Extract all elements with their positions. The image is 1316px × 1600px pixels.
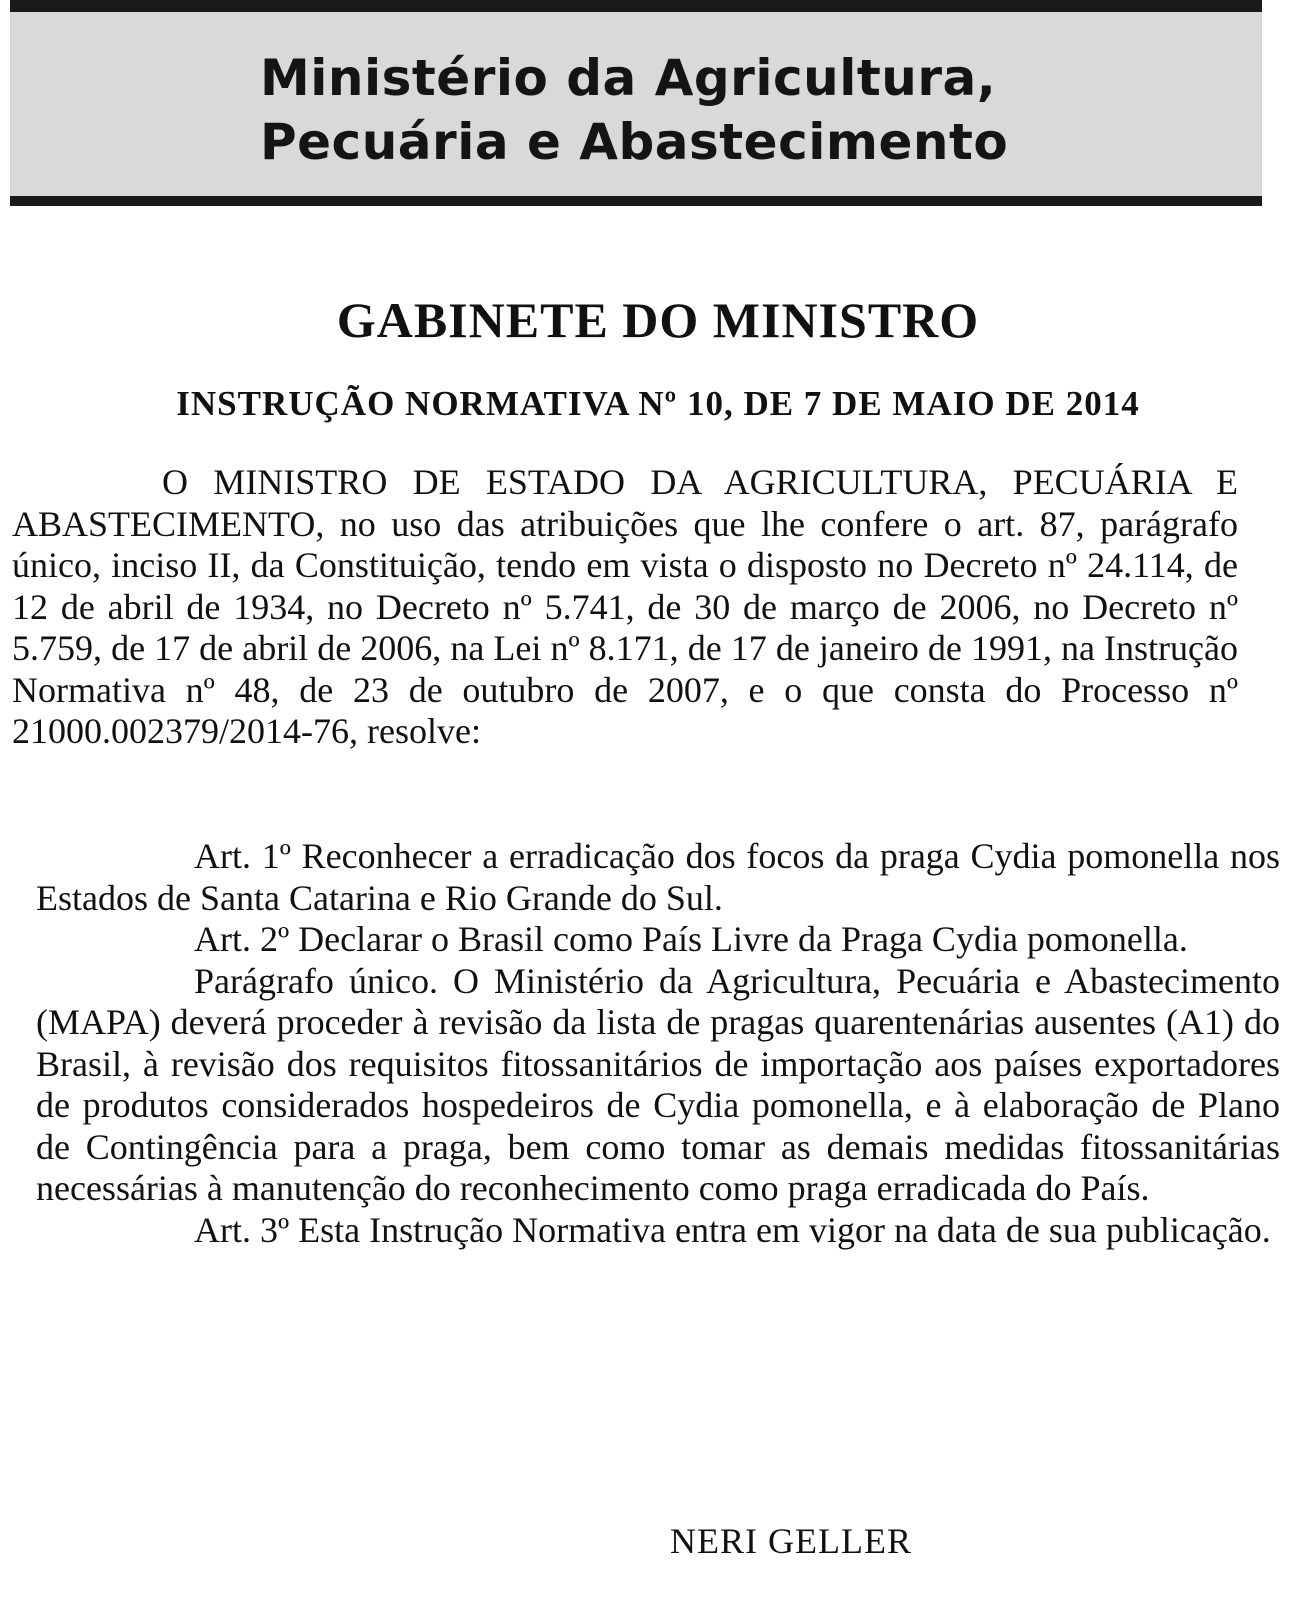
article-3: Art. 3º Esta Instrução Normativa entra em vigor na data de sua publicação. <box>194 1209 1271 1250</box>
article-1: Art. 1º Reconhecer a erradicação dos focos da praga Cydia pomonella nos Estados de Santa Catarina e Rio Grande do Sul. <box>36 836 1280 918</box>
ministry-name-line-2: Pecuária e Abastecimento <box>260 113 1009 171</box>
ministry-name <box>260 46 1220 174</box>
act-title: INSTRUÇÃO NORMATIVA Nº 10, DE 7 DE MAIO DE 2014 <box>176 384 1140 423</box>
articles-body <box>36 836 1280 1251</box>
section-heading: GABINETE DO MINISTRO <box>336 292 980 348</box>
ministry-header-banner <box>10 0 1262 206</box>
article-2-sole-paragraph: Parágrafo único. O Ministério da Agricultura, Pecuária e Abastecimento (MAPA) deverá proceder à revisão da lista de pragas quarentenárias ausentes (A1) do Brasil, à revisão dos requisitos fitossanitários de importação aos países exportadores de produtos considerados hospedeiros de Cydia pomonella, e à elaboração de Plano de Contingência para a praga, bem como tomar as demais medidas fitossanitárias necessárias à manutenção do reconhecimento como praga erradicada do País. <box>36 960 1280 1208</box>
preamble-paragraph: O MINISTRO DE ESTADO DA AGRICULTURA, PECUÁRIA E ABASTECIMENTO, no uso das atribuições que lhe confere o art. 87, parágrafo único, inciso II, da Constituição, tendo em vista o disposto no Decreto nº 24.114, de 12 de abril de 1934, no Decreto nº 5.741, de 30 de março de 2006, no Decreto nº 5.759, de 17 de abril de 2006, na Lei nº 8.171, de 17 de janeiro de 1991, na Instrução Normativa nº 48, de 23 de outubro de 2007, e o que consta do Processo nº 21000.002379/2014-76, resolve: <box>12 462 1238 751</box>
signatory-name: NERI GELLER <box>670 1521 912 1561</box>
ministry-name-line-1: Ministério da Agricultura, <box>260 49 997 107</box>
article-2: Art. 2º Declarar o Brasil como País Livre da Praga Cydia pomonella. <box>194 919 1188 959</box>
